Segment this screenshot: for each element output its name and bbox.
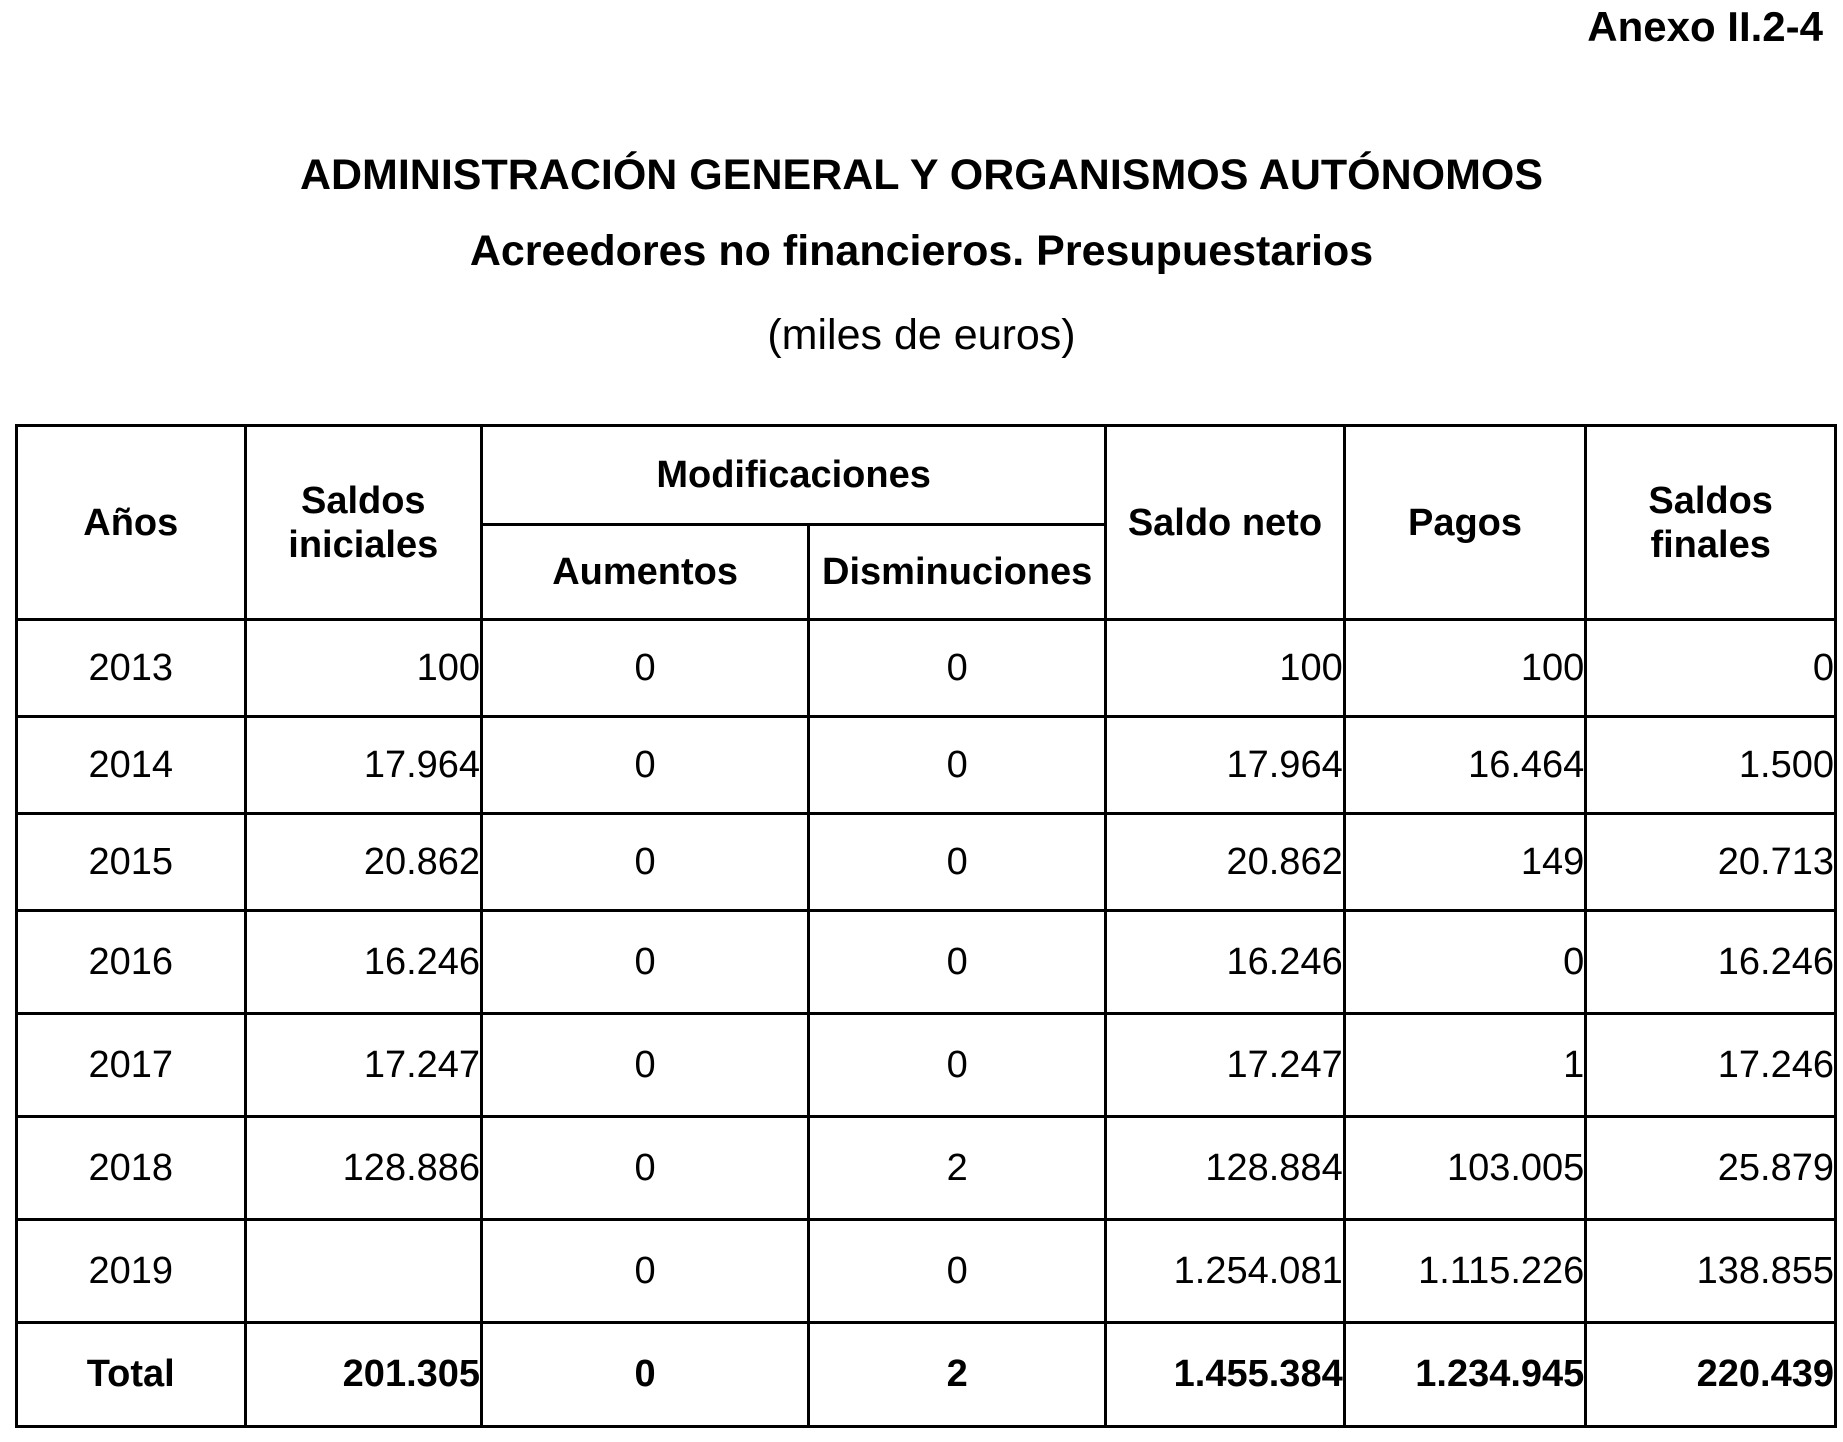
table-row <box>17 620 1836 717</box>
cell-payments: 16.464 <box>1344 717 1586 814</box>
header-years: Años <box>17 426 246 620</box>
cell-year: 2017 <box>17 1014 246 1117</box>
cell-payments: 149 <box>1344 814 1586 911</box>
cell-year: 2019 <box>17 1220 246 1323</box>
cell-increases: 0 <box>482 717 809 814</box>
cell-increases: 0 <box>482 1014 809 1117</box>
table-row <box>17 1117 1836 1220</box>
cell-initial <box>245 1220 482 1323</box>
header-final-balances <box>1586 426 1836 620</box>
annex-label: Anexo II.2-4 <box>1587 3 1823 50</box>
header-payments: Pagos <box>1344 426 1586 620</box>
header-final-balances-line1: Saldos <box>1648 479 1773 522</box>
cell-final: 20.713 <box>1586 814 1836 911</box>
creditors-table <box>15 424 1837 1428</box>
cell-payments: 0 <box>1344 911 1586 1014</box>
cell-final: 17.246 <box>1586 1014 1836 1117</box>
total-decreases: 2 <box>809 1323 1106 1427</box>
cell-increases: 0 <box>482 620 809 717</box>
page-title: ADMINISTRACIÓN GENERAL Y ORGANISMOS AUTÓNOMOS <box>299 151 1544 199</box>
units-label: (miles de euros) <box>767 311 1076 359</box>
cell-payments: 1.115.226 <box>1344 1220 1586 1323</box>
cell-year: 2018 <box>17 1117 246 1220</box>
cell-initial: 16.246 <box>245 911 482 1014</box>
table-row <box>17 1220 1836 1323</box>
cell-year: 2016 <box>17 911 246 1014</box>
cell-net: 17.964 <box>1106 717 1345 814</box>
header-final-balances-line2: finales <box>1650 523 1771 566</box>
cell-payments: 103.005 <box>1344 1117 1586 1220</box>
header-row-top <box>17 426 1836 525</box>
table-row <box>17 717 1836 814</box>
cell-final: 0 <box>1586 620 1836 717</box>
table-row <box>17 911 1836 1014</box>
cell-net: 17.247 <box>1106 1014 1345 1117</box>
cell-initial: 128.886 <box>245 1117 482 1220</box>
cell-year: 2013 <box>17 620 246 717</box>
header-initial-balances-line1: Saldos <box>300 479 426 522</box>
cell-increases: 0 <box>482 1117 809 1220</box>
cell-final: 138.855 <box>1586 1220 1836 1323</box>
cell-decreases: 0 <box>809 620 1106 717</box>
header-net-balance: Saldo neto <box>1106 426 1345 620</box>
header-initial-balances <box>245 426 482 620</box>
page-subtitle: Acreedores no financieros. Presupuestarios <box>469 227 1374 275</box>
table-row <box>17 814 1836 911</box>
cell-net: 1.254.081 <box>1106 1220 1345 1323</box>
cell-payments: 100 <box>1344 620 1586 717</box>
total-final: 220.439 <box>1586 1323 1836 1427</box>
table-row <box>17 1014 1836 1117</box>
cell-decreases: 0 <box>809 911 1106 1014</box>
cell-year: 2015 <box>17 814 246 911</box>
cell-increases: 0 <box>482 911 809 1014</box>
cell-initial: 100 <box>245 620 482 717</box>
total-label: Total <box>17 1323 246 1427</box>
cell-initial: 17.247 <box>245 1014 482 1117</box>
cell-initial: 20.862 <box>245 814 482 911</box>
cell-net: 100 <box>1106 620 1345 717</box>
cell-final: 1.500 <box>1586 717 1836 814</box>
total-payments: 1.234.945 <box>1344 1323 1586 1427</box>
cell-net: 16.246 <box>1106 911 1345 1014</box>
header-increases: Aumentos <box>482 525 809 620</box>
cell-final: 25.879 <box>1586 1117 1836 1220</box>
cell-decreases: 0 <box>809 1014 1106 1117</box>
cell-decreases: 0 <box>809 1220 1106 1323</box>
cell-year: 2014 <box>17 717 246 814</box>
cell-decreases: 2 <box>809 1117 1106 1220</box>
total-row <box>17 1323 1836 1427</box>
cell-initial: 17.964 <box>245 717 482 814</box>
cell-decreases: 0 <box>809 717 1106 814</box>
total-net: 1.455.384 <box>1106 1323 1345 1427</box>
cell-increases: 0 <box>482 1220 809 1323</box>
total-initial: 201.305 <box>245 1323 482 1427</box>
cell-net: 20.862 <box>1106 814 1345 911</box>
total-increases: 0 <box>482 1323 809 1427</box>
header-decreases: Disminuciones <box>809 525 1106 620</box>
cell-increases: 0 <box>482 814 809 911</box>
cell-final: 16.246 <box>1586 911 1836 1014</box>
header-initial-balances-line2: iniciales <box>288 523 439 566</box>
header-modifications: Modificaciones <box>482 426 1106 525</box>
cell-net: 128.884 <box>1106 1117 1345 1220</box>
cell-decreases: 0 <box>809 814 1106 911</box>
cell-payments: 1 <box>1344 1014 1586 1117</box>
